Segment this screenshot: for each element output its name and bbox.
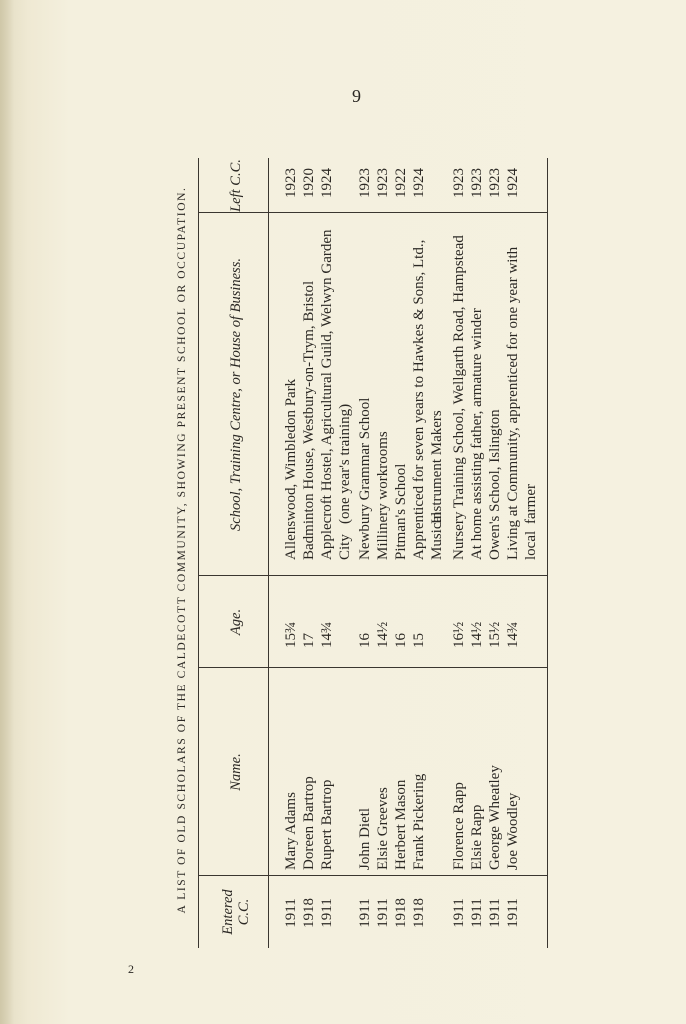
- header-rule: [268, 158, 269, 948]
- school-or-occupation: At home assisting father, armature winder: [469, 308, 485, 560]
- entered-year: 1911: [487, 898, 503, 928]
- entered-year: 1911: [505, 898, 521, 928]
- left-year: 1923: [487, 168, 503, 198]
- table-row: [392, 158, 410, 948]
- scholar-name: Doreen Bartrop: [301, 776, 317, 870]
- table-row-continuation: [336, 158, 354, 948]
- left-year: 1923: [451, 168, 467, 198]
- table-row: [356, 158, 374, 948]
- left-year: 1923: [357, 168, 373, 198]
- scholar-name: Elsie Greeves: [375, 787, 391, 870]
- entered-year: 1911: [451, 898, 467, 928]
- table-row-continuation: [522, 158, 540, 948]
- entered-year: 1918: [411, 898, 427, 928]
- scholar-name: Herbert Mason: [393, 779, 409, 870]
- scholar-age: 14½: [469, 621, 485, 648]
- school-or-occupation: Applecroft Hostel, Agricultural Guild, Welwyn Garden City: [319, 229, 353, 560]
- left-year: 1920: [301, 168, 317, 198]
- school-or-occupation: Pitman's School: [393, 463, 409, 560]
- table-row: [486, 158, 504, 948]
- left-year: 1923: [375, 168, 391, 198]
- scholar-age: 15: [411, 633, 427, 648]
- school-continuation: [428, 215, 446, 560]
- left-year: 1923: [469, 168, 485, 198]
- scholar-age: 14¾: [505, 621, 521, 648]
- rotated-table-block: [170, 160, 555, 960]
- scholar-age: 15¾: [283, 621, 299, 648]
- school-or-occupation: Newbury Grammar School: [357, 397, 373, 560]
- school-continuation-text: (one year's training): [337, 403, 353, 524]
- table-row-continuation: [428, 158, 446, 948]
- left-year: 1924: [505, 168, 521, 198]
- header-school: School, Training Centre, or House of Business.: [228, 258, 244, 531]
- scholar-age: 16: [393, 633, 409, 648]
- school-or-occupation: Living at Community, apprenticed for one year with local: [505, 246, 539, 560]
- entered-year: 1911: [357, 898, 373, 928]
- left-year: 1922: [393, 168, 409, 198]
- school-or-occupation: Badminton House, Westbury-on-Trym, Bristol: [301, 280, 317, 560]
- scholar-age: 16½: [451, 621, 467, 648]
- table-row: [282, 158, 300, 948]
- school-or-occupation: Owen's School, Islington: [487, 409, 503, 560]
- scholars-table: [198, 158, 548, 948]
- left-year: 1924: [319, 168, 335, 198]
- header-left: Left C.C.: [228, 159, 244, 212]
- table-top-rule: [198, 158, 199, 948]
- scholar-name: George Wheatley: [487, 765, 503, 870]
- school-continuation-text: Instrument Makers: [429, 410, 445, 524]
- scholar-age: 15½: [487, 621, 503, 648]
- entered-year: 1918: [301, 898, 317, 928]
- scholar-name: Mary Adams: [283, 792, 299, 870]
- binding-shadow: [0, 0, 14, 1024]
- left-year: 1923: [283, 168, 299, 198]
- scholar-age: 14½: [375, 621, 391, 648]
- school-or-occupation: Apprenticed for seven years to Hawkes & Sons, Ltd., Musical: [411, 239, 445, 560]
- scholar-age: 16: [357, 633, 373, 648]
- school-or-occupation: Allenswood, Wimbledon Park: [283, 378, 299, 560]
- left-year: 1924: [411, 168, 427, 198]
- header-age: Age.: [228, 608, 244, 636]
- table-row: [468, 158, 486, 948]
- scholar-name: John Dietl: [357, 807, 373, 870]
- scholar-name: Rupert Bartrop: [319, 779, 335, 870]
- signature-mark: 2: [128, 962, 134, 976]
- table-row: [450, 158, 468, 948]
- table-row: [300, 158, 318, 948]
- scholar-name: Frank Pickering: [411, 773, 427, 870]
- school-continuation-text: farmer: [523, 484, 539, 524]
- scholar-name: Florence Rapp: [451, 782, 467, 870]
- scholar-name: Joe Woodley: [505, 792, 521, 870]
- header-name: Name.: [228, 753, 244, 791]
- entered-year: 1911: [319, 898, 335, 928]
- scholar-age: 17: [301, 633, 317, 648]
- scholar-age: 14¾: [319, 621, 335, 648]
- page-number: 9: [352, 86, 362, 106]
- school-or-occupation: Nursery Training School, Wellgarth Road, Hampstead: [451, 235, 467, 560]
- entered-year: 1918: [393, 898, 409, 928]
- entered-year: 1911: [283, 898, 299, 928]
- table-title: A LIST OF OLD SCHOLARS OF THE CALDECOTT COMMUNITY, SHOWING PRESENT SCHOOL OR OCCUPATION.: [176, 186, 188, 914]
- entered-year: 1911: [375, 898, 391, 928]
- entered-year: 1911: [469, 898, 485, 928]
- table-row: [374, 158, 392, 948]
- school-or-occupation: Millinery workrooms: [375, 431, 391, 560]
- school-continuation: [336, 215, 354, 560]
- school-continuation: [522, 215, 540, 560]
- scholar-name: Elsie Rapp: [469, 804, 485, 870]
- table-bottom-rule: [547, 158, 548, 948]
- header-entered: Entered C.C.: [220, 889, 252, 935]
